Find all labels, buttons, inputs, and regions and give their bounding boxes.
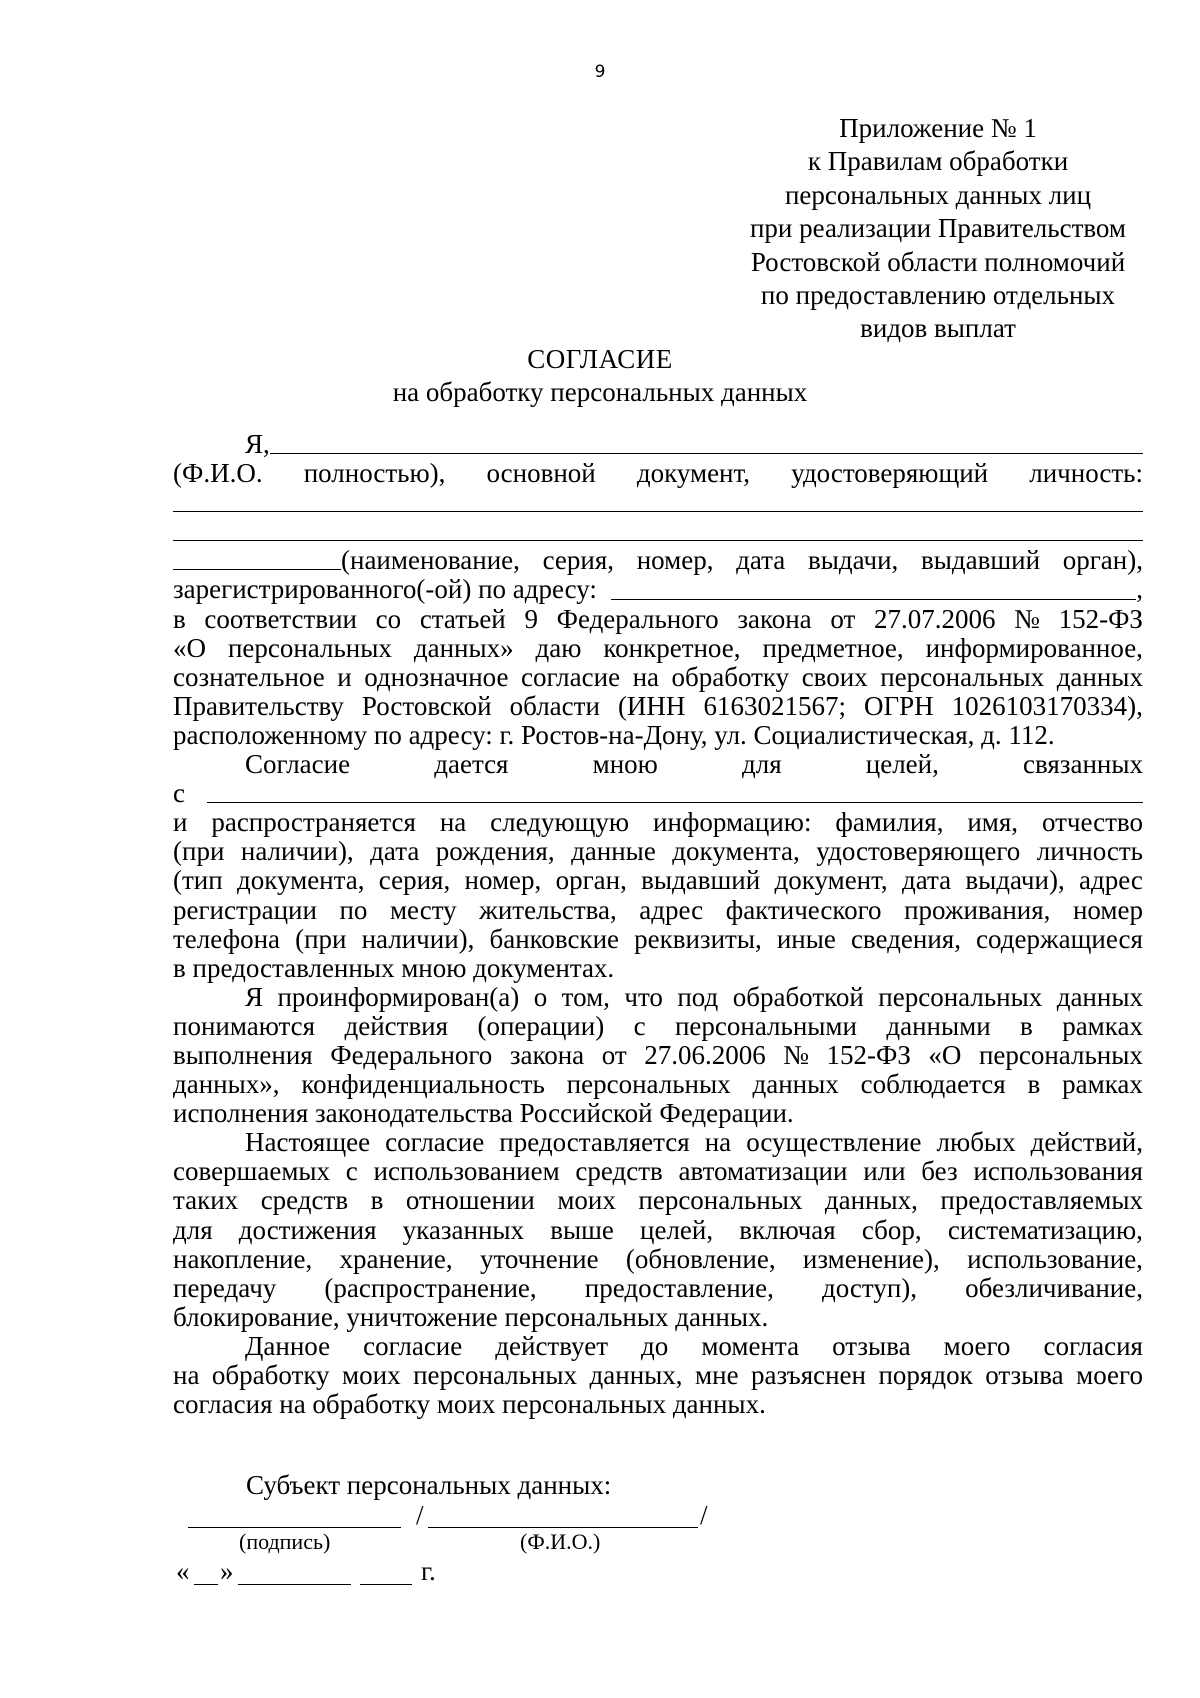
- word: отношении: [405, 1185, 535, 1216]
- word: Правительству: [173, 690, 344, 721]
- word: персональных: [566, 1069, 731, 1100]
- word: сбор,: [861, 1214, 922, 1245]
- word: (ИНН: [617, 690, 686, 721]
- word: обработкой: [732, 981, 864, 1012]
- word: наличии),: [361, 923, 475, 954]
- word: согласие: [521, 661, 621, 692]
- word: своих: [801, 661, 868, 692]
- text-line: [173, 1245, 1143, 1274]
- purpose-blank-line: [173, 779, 1143, 808]
- word: «О: [173, 632, 206, 663]
- word: персональных: [638, 1185, 803, 1216]
- word: таких: [173, 1185, 239, 1216]
- word: Согласие: [245, 749, 351, 780]
- word: о: [533, 981, 548, 1012]
- paragraph-scope: [173, 808, 1143, 953]
- word: проживания,: [904, 894, 1051, 925]
- word: регистрации: [173, 894, 317, 925]
- word: для: [173, 1214, 213, 1245]
- i-prefix: Я,: [245, 429, 270, 459]
- word: (наименование,: [341, 545, 520, 576]
- word: закона: [737, 603, 812, 634]
- word: документ,: [774, 865, 888, 896]
- purpose-prefix: с: [173, 778, 185, 809]
- word: удостоверяющий: [791, 458, 989, 489]
- word: даю: [535, 632, 582, 663]
- word: персональных: [227, 632, 392, 663]
- date-open-quote: «: [176, 1556, 190, 1586]
- paragraph-informed-last: [173, 1099, 1143, 1128]
- word: действия: [344, 1010, 449, 1041]
- word: №: [1014, 603, 1040, 634]
- word: в: [1020, 1010, 1033, 1041]
- word: 9: [524, 603, 538, 634]
- word: данных»: [413, 632, 514, 663]
- document-blank-line-2: [173, 517, 1143, 546]
- word: и: [337, 661, 352, 692]
- word: хранение,: [339, 1243, 453, 1274]
- word: данных,: [824, 1185, 918, 1216]
- word: данных: [752, 1069, 839, 1100]
- word: конкретное,: [603, 632, 741, 663]
- paragraph-informed: [173, 983, 1143, 1099]
- word: персональными: [674, 1010, 857, 1041]
- text-line: [173, 1216, 1143, 1245]
- word: предоставляется: [499, 1127, 690, 1158]
- word: №: [783, 1039, 809, 1070]
- word: средств: [260, 1185, 349, 1216]
- word: совершаемых: [173, 1156, 331, 1187]
- word: персональных: [413, 1360, 578, 1390]
- word: передачу: [173, 1272, 277, 1303]
- word: фамилия,: [835, 807, 944, 838]
- word: «О: [928, 1039, 962, 1070]
- word: ОГРН: [864, 690, 934, 721]
- paragraph-actions: [173, 1128, 1143, 1303]
- year-suffix: г.: [421, 1556, 436, 1586]
- word: документ,: [636, 458, 751, 489]
- text-line: [173, 1157, 1143, 1186]
- date-close-quote: »: [220, 1556, 234, 1586]
- signature-blank[interactable]: [188, 1526, 401, 1528]
- word: 152-ФЗ: [826, 1039, 911, 1070]
- word: информированное,: [925, 632, 1143, 663]
- word: момента: [701, 1330, 800, 1361]
- word: выдачи),: [965, 865, 1065, 896]
- word: понимаются: [173, 1010, 316, 1041]
- year-blank[interactable]: [360, 1583, 412, 1585]
- word: Я: [245, 981, 264, 1012]
- word: следующую: [490, 807, 630, 838]
- word: под: [677, 981, 719, 1012]
- text-line: [173, 605, 1143, 634]
- word: рамках: [1062, 1069, 1143, 1100]
- word: банковские: [489, 923, 620, 954]
- paragraph-text: в предоставленных мною документах.: [173, 952, 615, 983]
- word: обезличивание,: [965, 1272, 1143, 1303]
- word: с: [345, 1156, 358, 1187]
- word: проинформирован(а): [277, 981, 520, 1012]
- paragraph-legal-basis: [173, 605, 1143, 721]
- document-blank-3[interactable]: [173, 547, 341, 570]
- word: сознательное: [173, 661, 325, 692]
- text-line: [173, 1361, 1143, 1390]
- word: 1026103170334),: [951, 690, 1143, 721]
- document-caption-line: [173, 546, 1143, 575]
- word: целей,: [865, 749, 939, 780]
- word: (при: [295, 923, 347, 954]
- word: Данное: [245, 1330, 331, 1361]
- word: (Ф.И.О.: [173, 458, 263, 489]
- word: предметное,: [762, 632, 904, 663]
- word: использование,: [967, 1243, 1143, 1274]
- word: 27.06.2006: [644, 1039, 766, 1070]
- text-line: [173, 837, 1143, 866]
- word: документа,: [237, 865, 365, 896]
- appendix-line: видов выплат: [860, 313, 1016, 344]
- word: отчество: [1041, 807, 1143, 838]
- word: с: [633, 1010, 646, 1041]
- word: выдачи,: [807, 545, 899, 576]
- page-number: 9: [594, 62, 606, 82]
- word: на: [439, 807, 467, 838]
- address-line: [173, 575, 1143, 604]
- document-blank-line: [173, 488, 1143, 517]
- appendix-line: Приложение № 1: [839, 113, 1037, 143]
- text-line: [173, 1274, 1143, 1303]
- word: статьей: [419, 603, 506, 634]
- text-line: [173, 1041, 1143, 1070]
- paragraph-scope-last: [173, 954, 1143, 983]
- word: выше: [550, 1214, 614, 1245]
- word: и: [173, 807, 188, 838]
- day-blank[interactable]: [194, 1583, 218, 1585]
- word: предоставляемых: [940, 1185, 1143, 1216]
- word: 152-ФЗ: [1058, 603, 1143, 634]
- word: до: [641, 1330, 669, 1361]
- paragraph-text: блокирование, уничтожение персональных данных.: [173, 1301, 769, 1332]
- word: Настоящее: [245, 1127, 371, 1158]
- word: персональных: [878, 981, 1043, 1012]
- month-blank[interactable]: [238, 1583, 351, 1585]
- word: обработку: [671, 661, 790, 692]
- word: персональных: [880, 661, 1045, 692]
- word: области: [509, 690, 600, 721]
- word: удостоверяющего: [816, 836, 1021, 867]
- word: доступ),: [821, 1272, 918, 1303]
- word: серия,: [378, 865, 451, 896]
- text-line: [173, 634, 1143, 663]
- word: на: [173, 1360, 200, 1390]
- word: (при: [173, 836, 225, 867]
- name-line: [173, 430, 1143, 459]
- word: номер,: [464, 865, 542, 896]
- word: согласия: [1043, 1330, 1143, 1361]
- word: отзыва: [985, 1360, 1064, 1390]
- word: указанных: [402, 1214, 525, 1245]
- word: моего: [943, 1330, 1011, 1361]
- word: персональных: [978, 1039, 1143, 1070]
- appendix-line: Ростовской области полномочий: [750, 246, 1126, 277]
- word: моих: [342, 1360, 401, 1390]
- word: на: [632, 661, 660, 692]
- text-line: [173, 866, 1143, 895]
- fio-blank[interactable]: [270, 431, 1143, 454]
- signature-caption: (подпись): [239, 1529, 331, 1554]
- word: 27.07.2006: [873, 603, 996, 634]
- word: распространяется: [211, 807, 416, 838]
- word: данные: [571, 836, 656, 867]
- word: в: [370, 1185, 384, 1216]
- word: от: [601, 1039, 627, 1070]
- consent-body: [173, 430, 1143, 1419]
- word: мною: [592, 749, 658, 780]
- slash-right: /: [700, 1500, 708, 1530]
- signature-title: Субъект персональных данных:: [246, 1470, 612, 1500]
- text-line: [173, 925, 1143, 954]
- word: реквизиты,: [634, 923, 762, 954]
- word: действует: [495, 1330, 608, 1361]
- word: адрес: [1079, 865, 1143, 896]
- word: любых: [936, 1127, 1016, 1158]
- document-blank-1[interactable]: [173, 489, 1143, 512]
- text-line: [173, 1070, 1143, 1099]
- appendix-header: [738, 112, 1138, 346]
- word: информацию:: [653, 807, 812, 838]
- appendix-line: персональных данных лиц: [784, 179, 1092, 210]
- word: (тип: [173, 865, 223, 896]
- document-title: СОГЛАСИЕ: [527, 344, 673, 374]
- word: в: [1027, 1069, 1041, 1100]
- text-line: [173, 896, 1143, 925]
- word: уточнение: [479, 1243, 599, 1274]
- word: орган),: [1062, 545, 1143, 576]
- word: закона: [509, 1039, 585, 1070]
- word: Федерального: [330, 1039, 493, 1070]
- word: дается: [434, 749, 509, 780]
- text-line: [173, 1332, 1143, 1361]
- word: накопление,: [173, 1243, 313, 1274]
- word: действий,: [1030, 1127, 1143, 1158]
- word: для: [741, 749, 782, 780]
- word: от: [830, 603, 856, 634]
- word: без: [921, 1156, 958, 1187]
- word: орган,: [555, 865, 627, 896]
- text-line: [173, 663, 1143, 692]
- word: отзыва: [832, 1330, 911, 1361]
- word: включая: [739, 1214, 836, 1245]
- word: данных»,: [173, 1069, 280, 1100]
- word: моих: [557, 1185, 616, 1216]
- text-line: [173, 1012, 1143, 1041]
- paragraph-actions-last: [173, 1303, 1143, 1332]
- word: моего: [1076, 1360, 1143, 1390]
- word: разъяснен: [751, 1360, 866, 1390]
- word: соответствии: [204, 603, 357, 634]
- word: что: [624, 981, 663, 1012]
- word: имя,: [967, 807, 1019, 838]
- text-line: [173, 1128, 1143, 1157]
- word: данных: [1056, 981, 1143, 1012]
- word: дата: [370, 836, 420, 867]
- word: автоматизации: [678, 1156, 848, 1187]
- word: мне: [695, 1360, 739, 1390]
- paragraph-legal-basis-last: [173, 721, 1143, 750]
- word: связанных: [1023, 749, 1143, 780]
- word: дата: [901, 865, 952, 896]
- text-line: [173, 808, 1143, 837]
- word: содержащиеся: [976, 923, 1143, 954]
- word: средств: [575, 1156, 663, 1187]
- word: номер,: [636, 545, 714, 576]
- word: систематизацию,: [947, 1214, 1143, 1245]
- word: по: [339, 894, 368, 925]
- word: фактического: [725, 894, 882, 925]
- document-blank-2[interactable]: [173, 518, 1143, 541]
- word: телефона: [173, 923, 280, 954]
- word: том,: [561, 981, 610, 1012]
- text-line: [173, 692, 1143, 721]
- document-subtitle: на обработку персональных данных: [392, 377, 808, 407]
- word: порядок: [878, 1360, 973, 1390]
- word: соблюдается: [860, 1069, 1006, 1100]
- word: (обновление,: [625, 1243, 776, 1274]
- word: со: [375, 603, 402, 634]
- word: выдавший: [641, 865, 761, 896]
- text-line: [173, 983, 1143, 1012]
- word: (распространение,: [324, 1272, 537, 1303]
- word: конфиденциальность: [301, 1069, 545, 1100]
- word: использования: [973, 1156, 1143, 1187]
- word: изменение),: [802, 1243, 940, 1274]
- word: согласие: [363, 1330, 463, 1361]
- word: предоставление,: [584, 1272, 774, 1303]
- word: данных: [1056, 661, 1143, 692]
- word: (операции): [477, 1010, 605, 1041]
- purpose-line: [173, 750, 1143, 779]
- word: достижения: [238, 1214, 377, 1245]
- appendix-line: к Правилам обработки: [807, 146, 1069, 177]
- word: или: [863, 1156, 906, 1187]
- word: документа,: [672, 836, 800, 867]
- address-label: зарегистрированного(-ой) по адресу:: [173, 574, 597, 605]
- paragraph-text: согласия на обработку моих персональных данных.: [173, 1389, 766, 1420]
- word: Ростовской: [361, 690, 492, 721]
- address-blank[interactable]: [611, 577, 1136, 600]
- word: выполнения: [173, 1039, 313, 1070]
- paragraph-validity-last: [173, 1390, 1143, 1419]
- word: Федерального: [556, 603, 719, 634]
- appendix-line: по предоставлению отдельных: [760, 280, 1116, 311]
- word: месту: [389, 894, 457, 925]
- word: осуществление: [746, 1127, 922, 1158]
- word: согласие: [385, 1127, 485, 1158]
- slash-left: /: [416, 1500, 424, 1530]
- word: данными: [886, 1010, 991, 1041]
- fio-caption-line: [173, 459, 1143, 488]
- word: номер: [1072, 894, 1143, 925]
- fio-caption: (Ф.И.О.): [520, 1529, 601, 1554]
- paragraph-validity: [173, 1332, 1143, 1390]
- word: личность:: [1029, 458, 1143, 489]
- word: использованием: [373, 1156, 560, 1187]
- word: иные: [776, 923, 836, 954]
- word: 6163021567;: [703, 690, 846, 721]
- word: жительства,: [479, 894, 617, 925]
- word: данных,: [589, 1360, 683, 1390]
- word: наличии),: [240, 836, 354, 867]
- word: целей,: [640, 1214, 714, 1245]
- word: дата: [736, 545, 786, 576]
- paragraph-text: исполнения законодательства Российской Федерации.: [173, 1098, 794, 1129]
- word: основной: [486, 458, 596, 489]
- purpose-blank[interactable]: [207, 780, 1143, 803]
- paragraph-text: расположенному по адресу: г. Ростов-на-Дону, ул. Социалистическая, д. 112.: [173, 719, 1055, 750]
- text-line: [173, 1186, 1143, 1215]
- word: личность: [1036, 836, 1143, 867]
- word: однозначное: [364, 661, 509, 692]
- word: выдавший: [920, 545, 1041, 576]
- fio-signature-blank[interactable]: [428, 1526, 698, 1528]
- word: в: [173, 603, 186, 634]
- word: рождения,: [435, 836, 555, 867]
- word: полностью),: [303, 458, 446, 489]
- document-caption: [341, 546, 1143, 575]
- word: адрес: [639, 894, 704, 925]
- word: на: [704, 1127, 732, 1158]
- word: обработку: [211, 1360, 330, 1390]
- word: сведения,: [850, 923, 961, 954]
- address-end: ,: [1136, 574, 1143, 605]
- appendix-line: при реализации Правительством: [749, 213, 1127, 244]
- word: серия,: [542, 545, 615, 576]
- word: рамках: [1062, 1010, 1143, 1041]
